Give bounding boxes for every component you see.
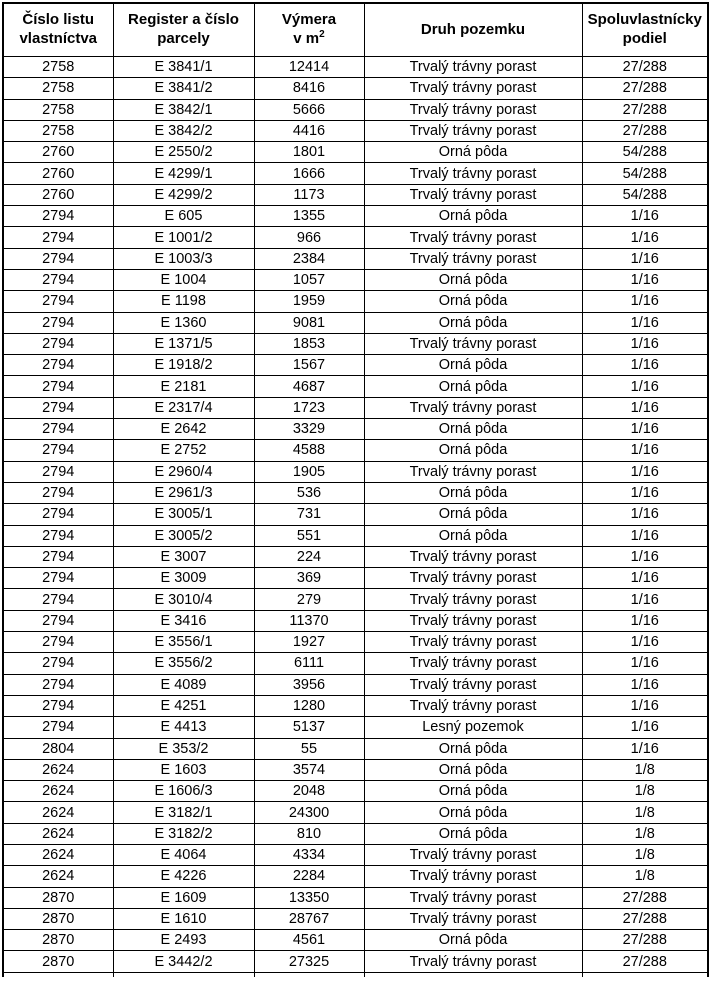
table-cell: 2794 (3, 355, 113, 376)
table-cell: E 2317/4 (113, 397, 254, 418)
table-cell: 27/288 (582, 99, 708, 120)
table-row (3, 802, 708, 823)
table-cell: 1/16 (582, 461, 708, 482)
table-cell: 4416 (254, 120, 364, 141)
table-cell: Orná pôda (364, 802, 582, 823)
table-cell: E 3007 (113, 546, 254, 567)
table-cell: 1905 (254, 461, 364, 482)
table-cell: E 3182/1 (113, 802, 254, 823)
table-cell: 6111 (254, 653, 364, 674)
table-row (3, 781, 708, 802)
table-cell: 2794 (3, 525, 113, 546)
table-cell: E 3556/1 (113, 632, 254, 653)
table-cell: E 2752 (113, 440, 254, 461)
header-register-a-cislo-parcely (113, 3, 254, 57)
table-cell: 2794 (3, 248, 113, 269)
table-cell: E 2960/4 (113, 461, 254, 482)
table-row (3, 738, 708, 759)
table-cell: E 4226 (113, 866, 254, 887)
partial-cell (113, 972, 254, 977)
table-cell: 24300 (254, 802, 364, 823)
table-row (3, 227, 708, 248)
table-cell: 27/288 (582, 887, 708, 908)
table-cell: 1/16 (582, 291, 708, 312)
table-cell: Trvalý trávny porast (364, 610, 582, 631)
table-cell: 2624 (3, 823, 113, 844)
table-cell: 2758 (3, 99, 113, 120)
table-cell: E 4299/2 (113, 184, 254, 205)
table-cell: 5137 (254, 717, 364, 738)
partial-cell (582, 972, 708, 977)
table-row (3, 120, 708, 141)
table-cell: 2624 (3, 844, 113, 865)
header-line (255, 30, 364, 49)
table-cell: 2794 (3, 610, 113, 631)
table-cell: 279 (254, 589, 364, 610)
table-cell: 810 (254, 823, 364, 844)
table-cell: 2794 (3, 717, 113, 738)
table-cell: 369 (254, 568, 364, 589)
table-cell: 2384 (254, 248, 364, 269)
table-cell: 2794 (3, 674, 113, 695)
table-cell: E 3842/1 (113, 99, 254, 120)
table-cell: Orná pôda (364, 291, 582, 312)
table-cell: E 1918/2 (113, 355, 254, 376)
table-cell: 1/16 (582, 525, 708, 546)
table-row (3, 184, 708, 205)
table-cell: 2794 (3, 333, 113, 354)
table-cell: E 2550/2 (113, 142, 254, 163)
table-cell: 1/16 (582, 312, 708, 333)
table-cell: 1057 (254, 269, 364, 290)
table-cell: Trvalý trávny porast (364, 120, 582, 141)
table-cell: E 1360 (113, 312, 254, 333)
header-line: vlastníctva (19, 30, 98, 47)
table-cell: 1/16 (582, 376, 708, 397)
table-cell: 3956 (254, 674, 364, 695)
table-cell: 27/288 (582, 78, 708, 99)
table-cell: 2794 (3, 482, 113, 503)
table-cell: 2794 (3, 632, 113, 653)
table-cell: 2794 (3, 269, 113, 290)
table-cell: 2624 (3, 866, 113, 887)
table-cell: 2794 (3, 227, 113, 248)
table-cell: 2624 (3, 759, 113, 780)
table-cell: 2794 (3, 653, 113, 674)
table-cell: 2794 (3, 440, 113, 461)
table-cell: Trvalý trávny porast (364, 653, 582, 674)
table-cell: 1280 (254, 695, 364, 716)
header-spoluvlastnicky-podiel (582, 3, 708, 57)
table-cell: 2794 (3, 312, 113, 333)
table-cell: 2794 (3, 376, 113, 397)
table-cell: E 4251 (113, 695, 254, 716)
table-cell: 54/288 (582, 163, 708, 184)
partial-cell (3, 972, 113, 977)
table-cell: 1/16 (582, 397, 708, 418)
table-cell: Trvalý trávny porast (364, 632, 582, 653)
table-cell: 966 (254, 227, 364, 248)
table-cell: 1/16 (582, 227, 708, 248)
table-cell: 2804 (3, 738, 113, 759)
table-row (3, 57, 708, 78)
table-cell: 1/16 (582, 653, 708, 674)
table-cell: 2760 (3, 142, 113, 163)
header-cislo-listu-vlastnictva (3, 3, 113, 57)
table-row (3, 333, 708, 354)
table-row (3, 930, 708, 951)
table-row (3, 866, 708, 887)
table-row (3, 674, 708, 695)
table-cell: E 1606/3 (113, 781, 254, 802)
table-cell: 1927 (254, 632, 364, 653)
table-cell: 55 (254, 738, 364, 759)
table-cell: 4687 (254, 376, 364, 397)
table-cell: E 3556/2 (113, 653, 254, 674)
table-cell: Trvalý trávny porast (364, 674, 582, 695)
table-cell: 8416 (254, 78, 364, 99)
table-cell: Orná pôda (364, 142, 582, 163)
table-body (3, 57, 708, 977)
table-cell: E 1371/5 (113, 333, 254, 354)
table-cell: 1/8 (582, 866, 708, 887)
table-cell: Trvalý trávny porast (364, 248, 582, 269)
table-cell: E 1001/2 (113, 227, 254, 248)
table-cell: 1801 (254, 142, 364, 163)
table-cell: Trvalý trávny porast (364, 397, 582, 418)
table-cell: 4561 (254, 930, 364, 951)
table-row (3, 142, 708, 163)
table-cell: Trvalý trávny porast (364, 99, 582, 120)
table-cell: 3574 (254, 759, 364, 780)
table-cell: 27325 (254, 951, 364, 972)
table-cell: 2794 (3, 568, 113, 589)
table-cell: 2048 (254, 781, 364, 802)
table-cell: 551 (254, 525, 364, 546)
table-cell: 224 (254, 546, 364, 567)
table-cell: Trvalý trávny porast (364, 695, 582, 716)
table-cell: E 4299/1 (113, 163, 254, 184)
table-row (3, 355, 708, 376)
table-cell: 1/16 (582, 333, 708, 354)
table-cell: Trvalý trávny porast (364, 333, 582, 354)
table-cell: Lesný pozemok (364, 717, 582, 738)
table-row (3, 291, 708, 312)
table-cell: 1/16 (582, 632, 708, 653)
table-cell: 1/16 (582, 355, 708, 376)
table-cell: 2794 (3, 461, 113, 482)
table-cell: 2760 (3, 163, 113, 184)
table-cell: 28767 (254, 908, 364, 929)
table-cell: 27/288 (582, 120, 708, 141)
table-cell: E 1003/3 (113, 248, 254, 269)
table-cell: 1355 (254, 206, 364, 227)
table-cell: Orná pôda (364, 440, 582, 461)
header-unit-superscript: 2 (319, 29, 325, 40)
table-cell: 731 (254, 504, 364, 525)
table-row (3, 568, 708, 589)
table-row (3, 206, 708, 227)
header-line: Číslo listu (22, 11, 95, 29)
table-row (3, 163, 708, 184)
table-cell: Trvalý trávny porast (364, 227, 582, 248)
table-cell: 1/8 (582, 844, 708, 865)
table-cell: 2758 (3, 78, 113, 99)
table-cell: E 1198 (113, 291, 254, 312)
table-cell: E 2181 (113, 376, 254, 397)
table-cell: 54/288 (582, 184, 708, 205)
table-cell: 2758 (3, 57, 113, 78)
table-cell: 1/16 (582, 269, 708, 290)
table-cell: E 3416 (113, 610, 254, 631)
table-cell: E 2642 (113, 419, 254, 440)
table-cell: Trvalý trávny porast (364, 568, 582, 589)
table-cell: Trvalý trávny porast (364, 57, 582, 78)
table-cell: 1/16 (582, 440, 708, 461)
table-cell: Orná pôda (364, 504, 582, 525)
table-cell: Orná pôda (364, 525, 582, 546)
table-cell: Trvalý trávny porast (364, 887, 582, 908)
table-cell: E 1610 (113, 908, 254, 929)
header-line: parcely (157, 30, 210, 47)
table-cell: 2624 (3, 802, 113, 823)
table-cell: E 4413 (113, 717, 254, 738)
table-cell: 27/288 (582, 57, 708, 78)
table-row (3, 99, 708, 120)
table-cell: Orná pôda (364, 419, 582, 440)
table-cell: 1/16 (582, 419, 708, 440)
table-cell: Trvalý trávny porast (364, 78, 582, 99)
table-cell: 2794 (3, 397, 113, 418)
table-row (3, 951, 708, 972)
table-cell: E 4089 (113, 674, 254, 695)
table-cell: 1/16 (582, 248, 708, 269)
table-cell: 536 (254, 482, 364, 503)
table-row (3, 632, 708, 653)
table-cell: 1959 (254, 291, 364, 312)
table-cell: Orná pôda (364, 759, 582, 780)
header-line: Druh pozemku (420, 20, 526, 38)
table-row (3, 269, 708, 290)
table-cell: 1/16 (582, 674, 708, 695)
header-line: Výmera (281, 11, 337, 29)
table-cell: E 1004 (113, 269, 254, 290)
table-cell: 1/16 (582, 717, 708, 738)
partial-next-row (3, 972, 708, 977)
table-cell: 2760 (3, 184, 113, 205)
table-cell: E 3841/1 (113, 57, 254, 78)
table-row (3, 887, 708, 908)
header-line: Register a číslo (128, 11, 239, 29)
table-cell: E 3010/4 (113, 589, 254, 610)
table-cell: Trvalý trávny porast (364, 461, 582, 482)
table-cell: 13350 (254, 887, 364, 908)
table-cell: 1666 (254, 163, 364, 184)
table-row (3, 653, 708, 674)
table-cell: Orná pôda (364, 269, 582, 290)
table-cell: E 3842/2 (113, 120, 254, 141)
table-cell: 1/16 (582, 695, 708, 716)
table-cell: E 353/2 (113, 738, 254, 759)
table-row (3, 312, 708, 333)
header-druh-pozemku (364, 3, 582, 57)
table-cell: 27/288 (582, 908, 708, 929)
table-cell: E 2493 (113, 930, 254, 951)
table-cell: 1/8 (582, 781, 708, 802)
table-cell: E 1609 (113, 887, 254, 908)
table-cell: 2794 (3, 291, 113, 312)
table-cell: Orná pôda (364, 312, 582, 333)
table-cell: 2758 (3, 120, 113, 141)
header-row (3, 3, 708, 57)
partial-cell (364, 972, 582, 977)
table-cell: 1/16 (582, 738, 708, 759)
table-cell: 2870 (3, 930, 113, 951)
table-cell: Orná pôda (364, 482, 582, 503)
table-cell: Orná pôda (364, 376, 582, 397)
table-cell: 9081 (254, 312, 364, 333)
table-cell: E 3442/2 (113, 951, 254, 972)
table-cell: E 3005/2 (113, 525, 254, 546)
table-row (3, 419, 708, 440)
table-cell: 27/288 (582, 930, 708, 951)
table-cell: Orná pôda (364, 823, 582, 844)
table-cell: Orná pôda (364, 781, 582, 802)
table-cell: 1/8 (582, 802, 708, 823)
table-cell: E 3009 (113, 568, 254, 589)
partial-cell (254, 972, 364, 977)
table-row (3, 844, 708, 865)
table-row (3, 589, 708, 610)
table-cell: Trvalý trávny porast (364, 589, 582, 610)
ownership-parcels-table (2, 2, 709, 977)
table-cell: 2870 (3, 887, 113, 908)
table-cell: 54/288 (582, 142, 708, 163)
table-cell: 2870 (3, 908, 113, 929)
header-vymera (254, 3, 364, 57)
table-cell: E 3182/2 (113, 823, 254, 844)
table-row (3, 823, 708, 844)
table-cell: 2624 (3, 781, 113, 802)
table-cell: E 1603 (113, 759, 254, 780)
table-row (3, 504, 708, 525)
table-cell: 1/16 (582, 504, 708, 525)
table-row (3, 908, 708, 929)
table-cell: 11370 (254, 610, 364, 631)
table-cell: 27/288 (582, 951, 708, 972)
table-cell: 1173 (254, 184, 364, 205)
table-cell: 1/8 (582, 823, 708, 844)
table-cell: Trvalý trávny porast (364, 951, 582, 972)
table-cell: Orná pôda (364, 738, 582, 759)
table-cell: E 2961/3 (113, 482, 254, 503)
table-cell: Trvalý trávny porast (364, 844, 582, 865)
table-cell: 5666 (254, 99, 364, 120)
table-cell: E 3005/1 (113, 504, 254, 525)
table-cell: Trvalý trávny porast (364, 866, 582, 887)
table-row (3, 376, 708, 397)
table-row (3, 610, 708, 631)
table-row (3, 717, 708, 738)
table-cell: 2794 (3, 206, 113, 227)
table-row (3, 695, 708, 716)
table-cell: 1/16 (582, 589, 708, 610)
table-cell: 4334 (254, 844, 364, 865)
table-row (3, 440, 708, 461)
table-cell: Orná pôda (364, 206, 582, 227)
table-cell: 1/8 (582, 759, 708, 780)
table-cell: E 605 (113, 206, 254, 227)
table-row (3, 397, 708, 418)
table-cell: Trvalý trávny porast (364, 908, 582, 929)
table-header (3, 3, 708, 57)
table-cell: 2794 (3, 504, 113, 525)
table-row (3, 759, 708, 780)
table-cell: 1567 (254, 355, 364, 376)
table-cell: Trvalý trávny porast (364, 184, 582, 205)
table-cell: 2794 (3, 589, 113, 610)
table-cell: 1853 (254, 333, 364, 354)
header-unit-text: v m (293, 30, 320, 47)
table-row (3, 248, 708, 269)
table-cell: 2284 (254, 866, 364, 887)
table-cell: 2794 (3, 695, 113, 716)
table-cell: 1/16 (582, 482, 708, 503)
table-cell: 2794 (3, 419, 113, 440)
header-line: Spoluvlastnícky (587, 11, 702, 29)
table-row (3, 546, 708, 567)
table-cell: Orná pôda (364, 930, 582, 951)
table-cell: E 3841/2 (113, 78, 254, 99)
table-cell: Orná pôda (364, 355, 582, 376)
table-cell: E 4064 (113, 844, 254, 865)
table-cell: 12414 (254, 57, 364, 78)
table-cell: 4588 (254, 440, 364, 461)
table-row (3, 461, 708, 482)
table-row (3, 78, 708, 99)
table-cell: 1/16 (582, 206, 708, 227)
table-cell: 1/16 (582, 568, 708, 589)
table-cell: Trvalý trávny porast (364, 163, 582, 184)
table-cell: 3329 (254, 419, 364, 440)
table-cell: 1723 (254, 397, 364, 418)
table-cell: 1/16 (582, 546, 708, 567)
table-cell: 1/16 (582, 610, 708, 631)
table-cell: 2870 (3, 951, 113, 972)
table-row (3, 482, 708, 503)
header-line: podiel (622, 30, 667, 47)
table-row (3, 525, 708, 546)
table-cell: Trvalý trávny porast (364, 546, 582, 567)
table-cell: 2794 (3, 546, 113, 567)
